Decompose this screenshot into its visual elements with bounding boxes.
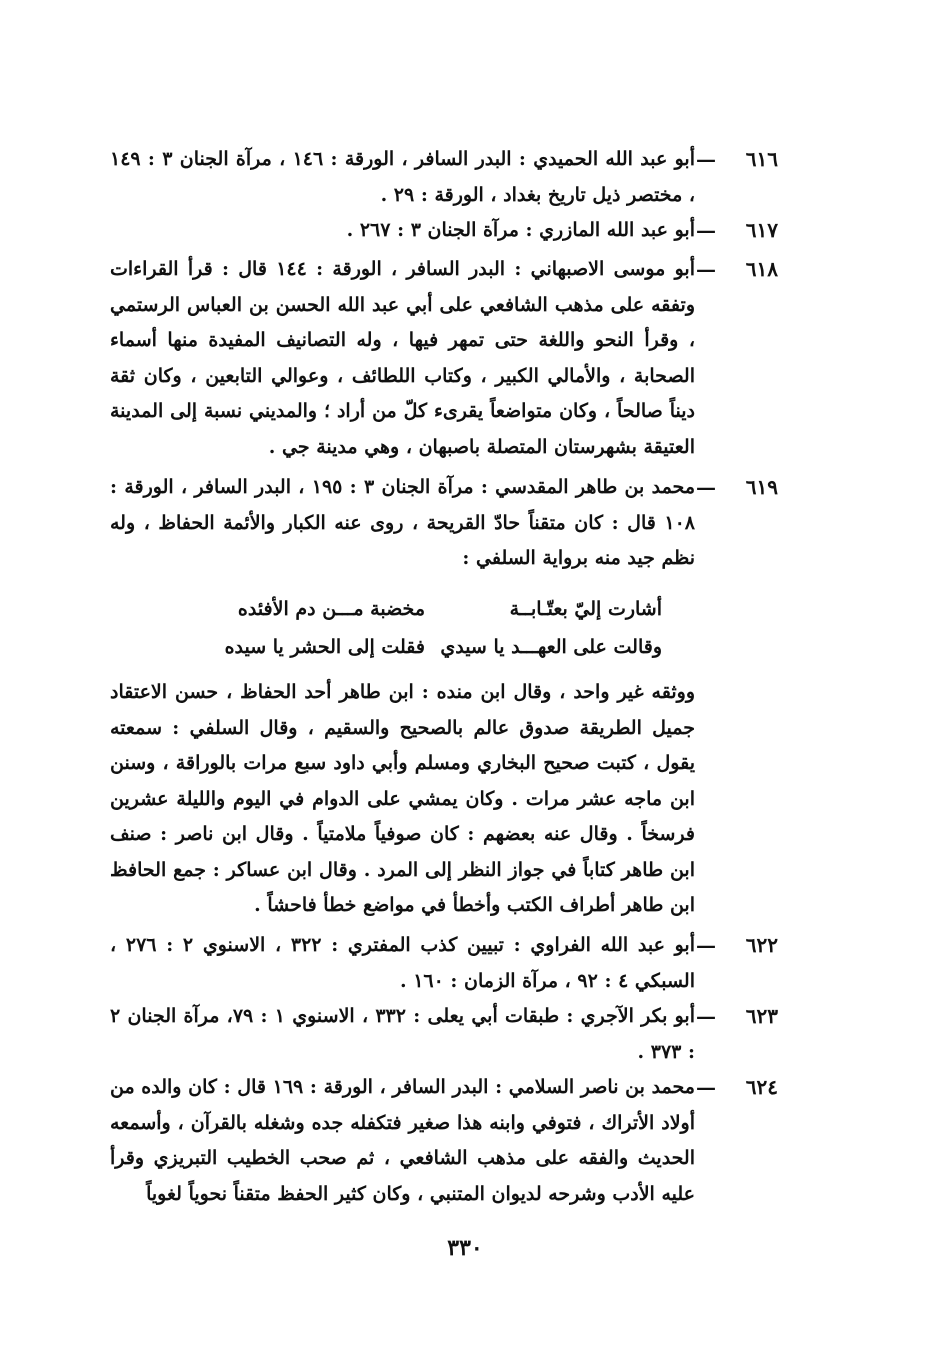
entry-number: ٦١٧ [745,218,778,242]
entry-number: ٦٢٢ [745,933,778,957]
verse-1-first-hemistich: أشارت إليّ بعتّـابــة [509,598,662,620]
entry-number: ٦٢٤ [745,1075,778,1099]
entry-dash: — [696,1004,716,1028]
entry-number: ٦٢٣ [745,1004,778,1028]
entry-dash: — [696,475,716,499]
page-number: ٣٣٠ [447,1235,483,1261]
entry-619-continuation: ووثقه غير واحد ، وقال ابن منده : ابن طاهر أحد الحفاظ ، حسن الاعتقاد جميل الطريقة صدوق عالم بالصحيح والسقيم ، وقال السلفي : سمعته يقول ، كتبت صحيح البخاري ومسلم وأبي داود سبع مرات بالوراقة ، وسنن ابن ماجه عشر مرات . وكان يمشي على الدوام في اليوم والليلة عشرين فرسخاً . وقال عنه بعضهم : كان صوفياً ملامتياً . وقال ابن ناصر : صنف ابن طاهر كتاباً في جواز النظر إلى المرد . وقال ابن عساكر : جمع الحافظ ابن طاهر أطراف الكتب وأخطأ في مواضع خطأ فاحشاً . [110,681,695,916]
verse-2-second-hemistich: فقلت إلى الحشر يا سيده [224,636,425,658]
entry-dash: — [696,1075,716,1099]
entry-text: أبو بكر الآجري : طبقات أبي يعلى : ٣٣٢ ، الاسنوي ١ : ٧٩، مرآة الجنان ٢ : ٣٧٣ . [110,1005,696,1063]
entry-number: ٦١٨ [745,257,778,281]
entry-number: ٦١٩ [745,475,778,499]
entry-text: محمد بن ناصر السلامي : البدر السافر ، الورقة : ١٦٩ قال : كان والده من أولاد الأتراك ، فتوفي وابنه هذا صغير فتكفله جده وشغله بالقرآن ، وأسمعه الحديث والفقه على مذهب الشافعي ، ثم صحب الخطيب التبريزي وقرأ عليه الأدب وشرحه لديوان المتنبي ، وكان كثير الحفظ متقناً نحوياً لغوياً [110,1076,695,1205]
entry-text: أبو عبد الله الفراوي : تبيين كذب المفتري : ٣٢٢ ، الاسنوي ٢ : ٢٧٦ ، السبكي ٤ : ٩٢ ، مرآة الزمان : ١٦٠ . [110,934,695,992]
entry-dash: — [696,218,716,242]
verse-1-second-hemistich: مخضبة مـــن دم الأفئده [237,598,425,620]
entry-text: أبو موسى الاصبهاني : البدر السافر ، الورقة : ١٤٤ قال : قرأ القراءات وتفقه على مذهب الشافعي على أبي عبد الله الحسن بن العباس الرستمي ، وقرأ النحو واللغة حتى تمهر فيها ، وله التصانيف المفيدة منها أسماء الصحابة ، والأمالي الكبير ، وكتاب اللطائف ، وعوالي التابعين ، وكان ثقة ديناً صالحاً ، وكان متواضعاً يقرىء كلّ من أراد ؛ والمديني نسبة إلى المدينة العتيقة بشهرستان المتصلة باصبهان ، وهي مدينة جي . [110,258,695,458]
entry-number: ٦١٦ [745,147,778,171]
entry-text: محمد بن طاهر المقدسي : مرآة الجنان ٣ : ١٩٥ ، البدر السافر ، الورقة : ١٠٨ قال : كان متقناً حادّ القريحة ، روى عنه الكبار والأئمة الحفاظ ، وله نظم جيد منه برواية السلفي : [110,476,696,569]
entry-dash: — [696,933,716,957]
entry-dash: — [696,257,716,281]
entry-text: أبو عبد الله الحميدي : البدر السافر ، الورقة : ١٤٦ ، مرآة الجنان ٣ : ١٤٩ ، مختصر ذيل تاريخ بغداد ، الورقة : ٢٩ . [110,148,695,206]
entry-dash: — [696,147,716,171]
entry-text: أبو عبد الله المازري : مرآة الجنان ٣ : ٢٦٧ . [346,219,695,241]
verse-2-first-hemistich: وقالت على العهـــد يا سيدي [440,636,662,658]
